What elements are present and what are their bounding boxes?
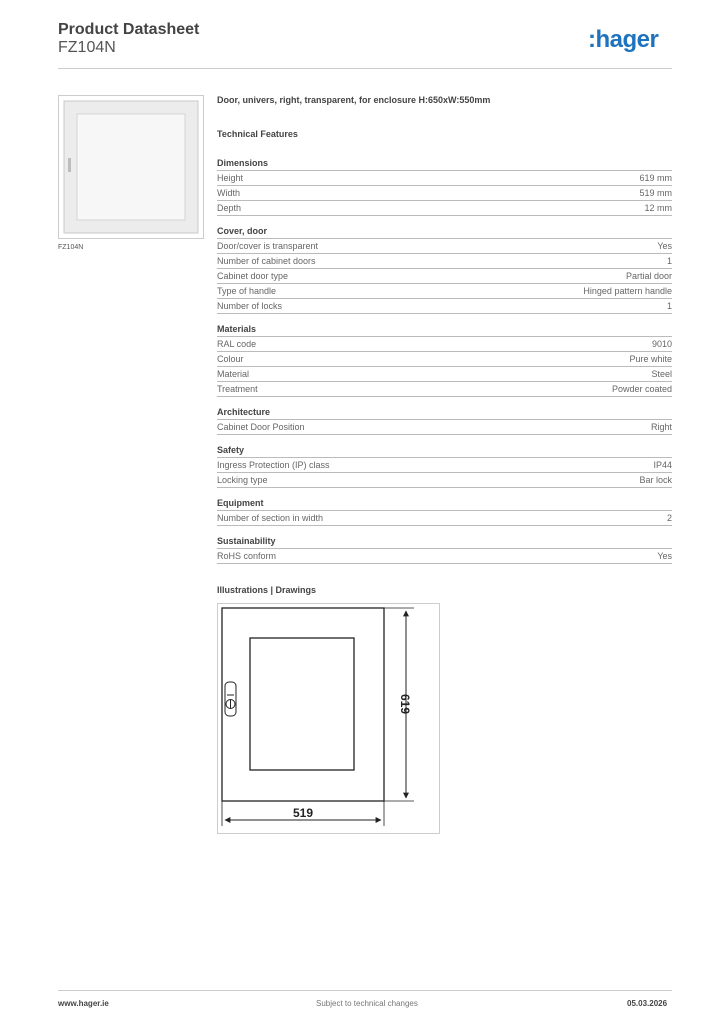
brand-logo: :hager: [588, 26, 659, 53]
spec-section-title: Dimensions: [217, 156, 672, 171]
thumbnail-caption: FZ104N: [58, 244, 84, 251]
spec-label: Depth: [217, 203, 242, 213]
spec-section: [217, 156, 672, 216]
spec-value: Steel: [651, 369, 672, 379]
spec-label: Width: [217, 188, 241, 198]
header-divider: [58, 68, 672, 69]
illustrations-heading: Illustrations | Drawings: [217, 585, 317, 595]
spec-value: 619 mm: [639, 173, 672, 183]
footer-note: Subject to technical changes: [316, 999, 418, 1008]
spec-label: Door/cover is transparent: [217, 241, 319, 251]
spec-value: IP44: [653, 460, 672, 470]
spec-value: 519 mm: [639, 188, 672, 198]
spec-section-title: Safety: [217, 443, 672, 458]
spec-section: [217, 322, 672, 397]
spec-label: Number of locks: [217, 301, 283, 311]
spec-value: 1: [666, 256, 672, 266]
spec-content: [217, 95, 672, 572]
spec-label: Cabinet Door Position: [217, 422, 305, 432]
spec-value: 2: [666, 513, 672, 523]
spec-section: [217, 443, 672, 488]
spec-value: Partial door: [625, 271, 672, 281]
spec-row: [217, 382, 672, 397]
spec-row: [217, 284, 672, 299]
spec-value: 1: [666, 301, 672, 311]
spec-row: [217, 511, 672, 526]
spec-section-title: Cover, door: [217, 224, 672, 239]
spec-value: 12 mm: [644, 203, 672, 213]
spec-value: Right: [650, 422, 672, 432]
spec-row: [217, 171, 672, 186]
spec-label: Ingress Protection (IP) class: [217, 460, 330, 470]
spec-label: Material: [217, 369, 250, 379]
spec-row: [217, 269, 672, 284]
spec-label: Cabinet door type: [217, 271, 289, 281]
spec-label: RoHS conform: [217, 551, 277, 561]
window-outline: [250, 638, 354, 770]
spec-label: Colour: [217, 354, 244, 364]
spec-value: Yes: [657, 551, 672, 561]
spec-section: [217, 496, 672, 526]
page-title: Product Datasheet: [58, 21, 200, 38]
door-thumbnail-image: [59, 96, 203, 238]
width-dimension-label: 519: [292, 806, 314, 820]
spec-row: [217, 299, 672, 314]
spec-section: [217, 224, 672, 314]
spec-label: Locking type: [217, 475, 268, 485]
spec-label: Type of handle: [217, 286, 277, 296]
spec-row: [217, 239, 672, 254]
spec-section-title: Materials: [217, 322, 672, 337]
spec-row: [217, 337, 672, 352]
spec-label: RAL code: [217, 339, 257, 349]
spec-row: [217, 549, 672, 564]
spec-value: Powder coated: [611, 384, 672, 394]
footer-website-link[interactable]: www.hager.ie: [58, 999, 109, 1008]
technical-features-heading: Technical Features: [217, 129, 298, 139]
door-outline: [222, 608, 384, 801]
spec-value: Hinged pattern handle: [583, 286, 672, 296]
spec-sections: [217, 156, 672, 564]
spec-section-title: Sustainability: [217, 534, 672, 549]
product-code: FZ104N: [58, 39, 116, 56]
spec-value: Bar lock: [639, 475, 672, 485]
spec-label: Number of cabinet doors: [217, 256, 316, 266]
spec-row: [217, 201, 672, 216]
spec-value: 9010: [651, 339, 672, 349]
spec-row: [217, 186, 672, 201]
product-description: Door, univers, right, transparent, for enclosure H:650xW:550mm: [217, 95, 491, 105]
spec-value: Pure white: [629, 354, 672, 364]
spec-row: [217, 420, 672, 435]
spec-row: [217, 254, 672, 269]
footer-divider: [58, 990, 672, 991]
spec-label: Height: [217, 173, 244, 183]
spec-label: Number of section in width: [217, 513, 324, 523]
spec-section: [217, 534, 672, 564]
technical-drawing: [217, 603, 440, 834]
spec-section-title: Architecture: [217, 405, 672, 420]
spec-row: [217, 458, 672, 473]
door-drawing: [218, 604, 439, 833]
spec-row: [217, 473, 672, 488]
height-dimension-label: 619: [398, 693, 412, 715]
lock-icon: [225, 682, 236, 716]
spec-label: Treatment: [217, 384, 258, 394]
spec-section-title: Equipment: [217, 496, 672, 511]
spec-row: [217, 367, 672, 382]
spec-section: [217, 405, 672, 435]
spec-row: [217, 352, 672, 367]
product-thumbnail: [58, 95, 204, 239]
footer-date: 05.03.2026: [627, 999, 668, 1008]
spec-value: Yes: [657, 241, 672, 251]
